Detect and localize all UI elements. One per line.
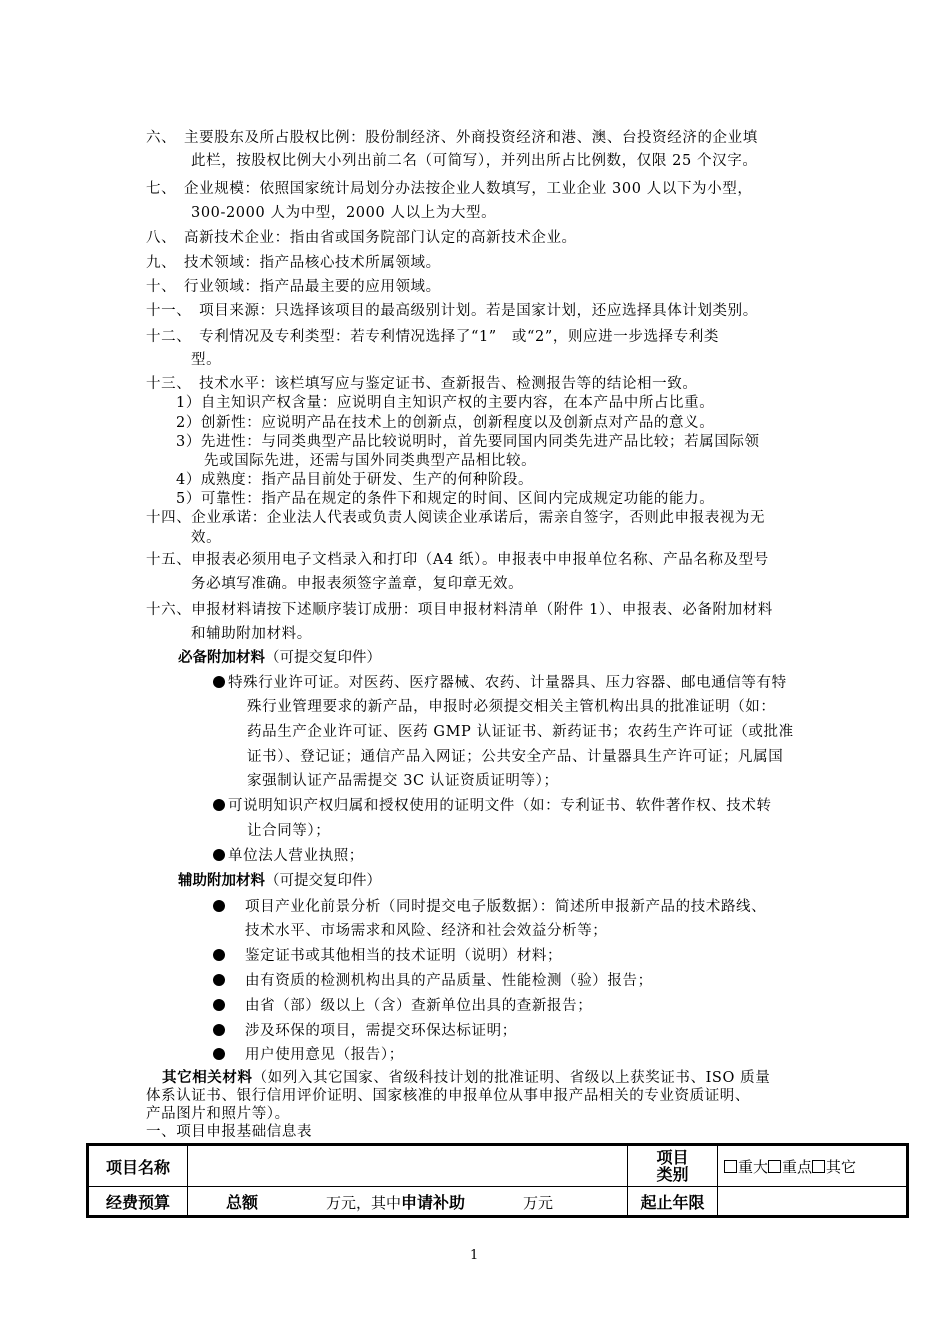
project-name-input[interactable] [188, 1145, 628, 1187]
required-item-1-line-5: 家强制认证产品需提交 3C 认证资质证明等）； [247, 773, 559, 789]
auxiliary-bullet-4 [213, 996, 225, 1016]
required-materials-note: （可提交复印件） [265, 650, 381, 666]
bullet-icon [213, 676, 225, 688]
table-title: 一、项目申报基础信息表 [146, 1124, 313, 1140]
budget-cell [188, 1187, 628, 1217]
auxiliary-item-2: 鉴定证书或其他相当的技术证明（说明）材料； [245, 948, 563, 964]
unit-text-1: 万元，其中 [326, 1193, 402, 1212]
required-materials-title: 必备附加材料 [178, 649, 265, 666]
item-12-line-2: 型。 [191, 352, 222, 368]
other-materials-text-1: （如列入其它国家、省级科技计划的批准证明、省级以上获奖证书、ISO 质量 [252, 1070, 771, 1086]
category-options [718, 1145, 908, 1187]
table-row [88, 1187, 908, 1217]
required-item-2-line-2: 让合同等）； [247, 823, 331, 839]
item-7-line-1: 七、 企业规模：依照国家统计局划分办法按企业人数填写，工业企业 300 人以下为小型， [146, 181, 753, 197]
item-13-sub-3-line-1: 3）先进性：与同类典型产品比较说明时，首先要同国内同类先进产品比较；若属国际领 [176, 434, 760, 450]
required-item-1-line-4: 证书）、登记证；通信产品入网证；公共安全产品、计量器具生产许可证；凡属国 [247, 749, 784, 765]
auxiliary-bullet-5 [213, 1021, 225, 1041]
item-13-sub-2: 2）创新性：应说明产品在技术上的创新点，创新程度以及创新点对产品的意义。 [176, 415, 715, 431]
auxiliary-item-1-line-1: 项目产业化前景分析（同时提交电子版数据）：简述所申报新产品的技术路线、 [245, 899, 767, 915]
subsidy-label: 申请补助 [401, 1192, 466, 1212]
bullet-icon [213, 999, 225, 1011]
required-bullet-1 [213, 673, 225, 693]
bullet-icon [213, 974, 225, 986]
category-label [628, 1145, 718, 1187]
option-major-label: 重大 [738, 1157, 769, 1176]
period-label: 起止年限 [628, 1187, 718, 1217]
auxiliary-item-3: 由有资质的检测机构出具的产品质量、性能检测（验）报告； [245, 973, 653, 989]
bullet-icon [213, 799, 225, 811]
item-14-line-2: 效。 [191, 530, 222, 546]
category-label-line-1: 项目 [656, 1148, 689, 1167]
required-item-1-line-2: 殊行业管理要求的新产品，申报时必须提交相关主管机构出具的批准证明（如： [247, 699, 776, 715]
option-other-label: 其它 [826, 1157, 857, 1176]
auxiliary-bullet-1 [213, 897, 225, 917]
unit-text-2: 万元 [523, 1193, 554, 1212]
option-key-label: 重点 [782, 1157, 813, 1176]
budget-label: 经费预算 [88, 1187, 188, 1217]
auxiliary-materials-title: 辅助附加材料 [178, 872, 265, 889]
item-12-line-1: 十二、 专利情况及专利类型：若专利情况选择了“1” 或“2”，则应进一步选择专利类 [146, 329, 719, 345]
checkbox-major[interactable] [724, 1160, 737, 1173]
category-label-line-2: 类别 [656, 1165, 689, 1184]
item-6-line-2: 此栏，按股权比例大小列出前二名（可简写），并列出所占比例数，仅限 25 个汉字。 [191, 153, 758, 169]
item-16-line-2: 和辅助附加材料。 [191, 626, 312, 642]
table-row [88, 1145, 908, 1187]
period-input[interactable] [718, 1187, 908, 1217]
item-13-sub-1: 1）自主知识产权含量：应说明自主知识产权的主要内容，在本产品中所占比重。 [176, 395, 715, 411]
item-8: 八、 高新技术企业：指由省或国务院部门认定的高新技术企业。 [146, 230, 577, 246]
page-number: 1 [470, 1248, 479, 1263]
item-16-line-1: 十六、申报材料请按下述顺序装订成册：项目申报材料清单（附件 1）、申报表、必备附加材料 [146, 602, 773, 618]
auxiliary-bullet-6 [213, 1045, 225, 1065]
required-materials-heading [178, 648, 381, 668]
item-13-sub-5: 5）可靠性：指产品在规定的条件下和规定的时间、区间内完成规定功能的能力。 [176, 491, 715, 507]
auxiliary-item-5: 涉及环保的项目，需提交环保达标证明； [245, 1023, 517, 1039]
item-13-sub-4: 4）成熟度：指产品目前处于研发、生产的何种阶段。 [176, 472, 534, 488]
item-6-line-1: 六、 主要股东及所占股权比例：股份制经济、外商投资经济和港、澳、台投资经济的企业填 [146, 130, 758, 146]
item-9: 九、 技术领域：指产品核心技术所属领域。 [146, 255, 441, 271]
other-materials-line-1 [162, 1068, 770, 1088]
item-10: 十、 行业领域：指产品最主要的应用领域。 [146, 279, 441, 295]
bullet-icon [213, 1048, 225, 1060]
item-14-line-1: 十四、企业承诺：企业法人代表或负责人阅读企业承诺后，需亲自签字，否则此申报表视为无 [146, 510, 766, 526]
auxiliary-materials-note: （可提交复印件） [265, 873, 381, 889]
auxiliary-bullet-3 [213, 971, 225, 991]
required-item-1-line-3: 药品生产企业许可证、医药 GMP 认证证书、新药证书；农药生产许可证（或批准 [247, 724, 794, 740]
bullet-icon [213, 1024, 225, 1036]
required-bullet-2 [213, 796, 225, 816]
bullet-icon [213, 849, 225, 861]
required-item-3: 单位法人营业执照； [228, 848, 364, 864]
project-name-label: 项目名称 [88, 1145, 188, 1187]
checkbox-key[interactable] [768, 1160, 781, 1173]
bullet-icon [213, 900, 225, 912]
bullet-icon [213, 949, 225, 961]
other-materials-line-2: 体系认证书、银行信用评价证明、国家核准的申报单位从事申报产品相关的专业资质证明、 [146, 1088, 750, 1104]
item-15-line-1: 十五、申报表必须用电子文档录入和打印（A4 纸）。申报表中申报单位名称、产品名称及型号 [146, 552, 769, 568]
auxiliary-materials-heading [178, 871, 381, 891]
auxiliary-bullet-2 [213, 946, 225, 966]
required-bullet-3 [213, 846, 225, 866]
auxiliary-item-1-line-2: 技术水平、市场需求和风险、经济和社会效益分析等； [245, 923, 608, 939]
other-materials-title: 其它相关材料 [162, 1069, 253, 1086]
other-materials-line-3: 产品图片和照片等）。 [146, 1106, 290, 1122]
total-label: 总额 [226, 1192, 259, 1212]
item-7-line-2: 300-2000 人为中型，2000 人以上为大型。 [191, 205, 497, 221]
item-15-line-2: 务必填写准确。申报表须签字盖章，复印章无效。 [191, 576, 524, 592]
project-info-table [86, 1143, 909, 1218]
auxiliary-item-4: 由省（部）级以上（含）查新单位出具的查新报告； [245, 998, 593, 1014]
required-item-1-line-1: 特殊行业许可证。对医药、医疗器械、农药、计量器具、压力容器、邮电通信等有特 [228, 675, 787, 691]
item-13-sub-3-line-2: 先或国际先进，还需与国外同类典型产品相比较。 [204, 453, 537, 469]
auxiliary-item-6: 用户使用意见（报告）； [245, 1047, 404, 1063]
item-11: 十一、 项目来源：只选择该项目的最高级别计划。若是国家计划，还应选择具体计划类别。 [146, 303, 758, 319]
required-item-2-line-1: 可说明知识产权归属和授权使用的证明文件（如：专利证书、软件著作权、技术转 [228, 798, 772, 814]
checkbox-other[interactable] [812, 1160, 825, 1173]
item-13: 十三、 技术水平：该栏填写应与鉴定证书、查新报告、检测报告等的结论相一致。 [146, 376, 698, 392]
